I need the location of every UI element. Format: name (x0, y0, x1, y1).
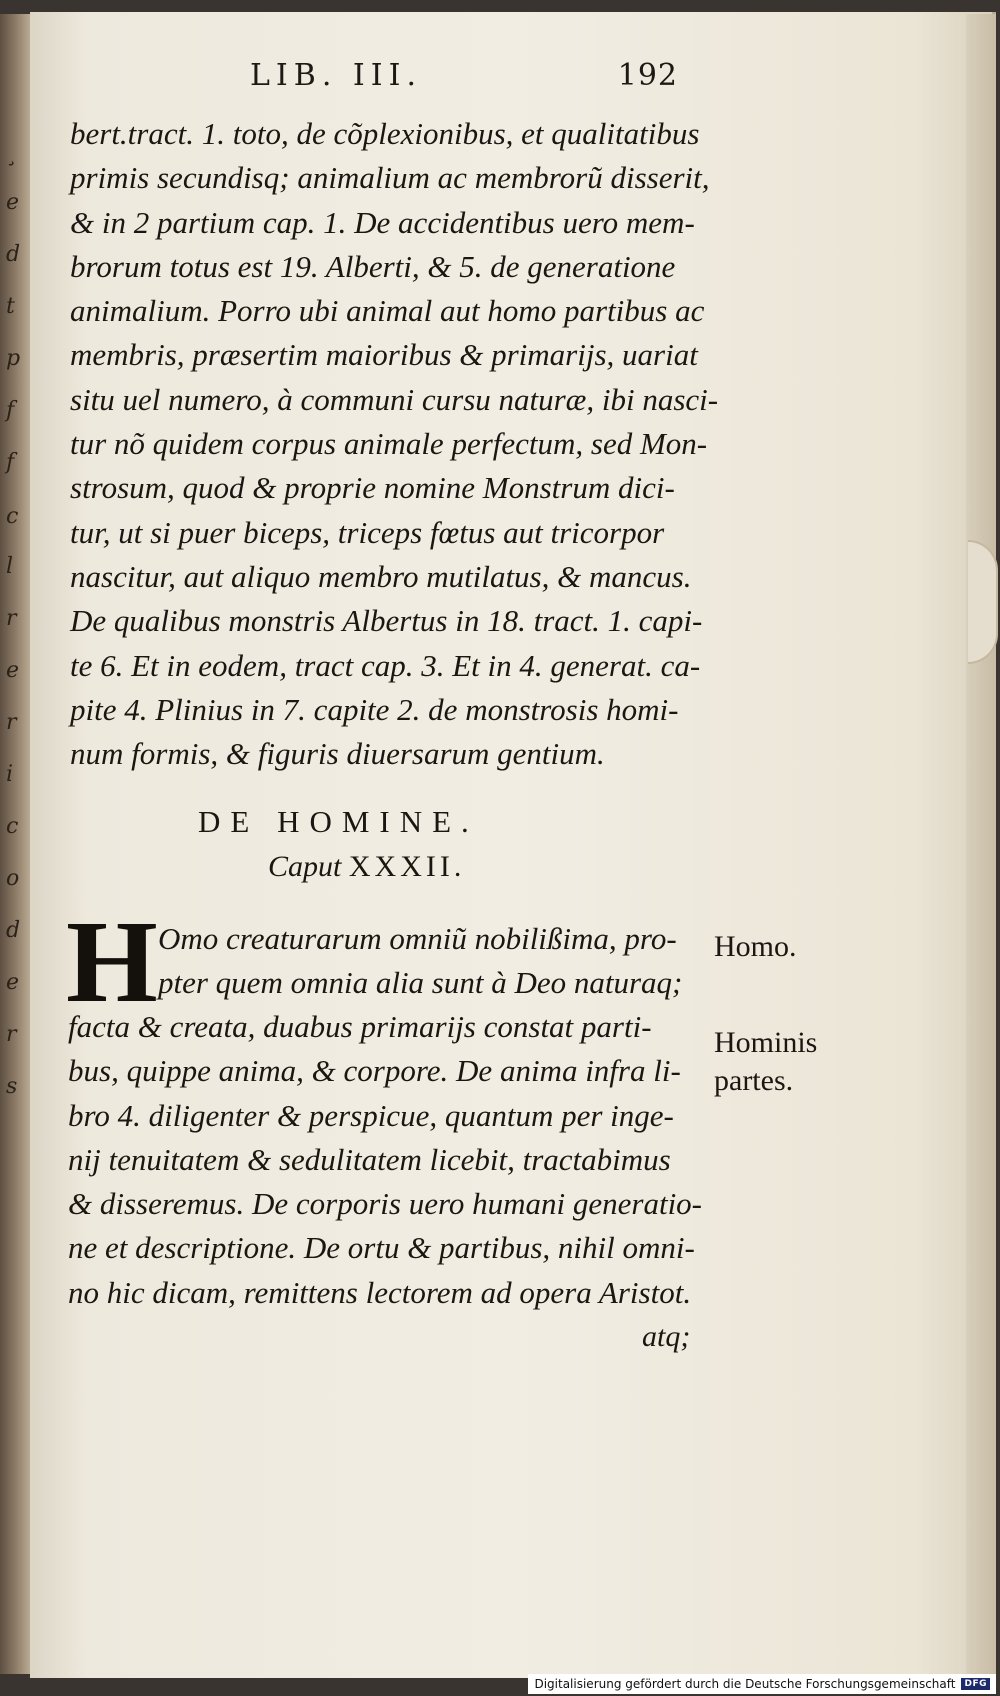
text-line: tur nõ quidem corpus animale perfectum, sed Mon- (70, 426, 708, 462)
margin-fragment: o (6, 866, 20, 891)
margin-fragment: e (6, 970, 20, 995)
text-line: brorum totus est 19. Alberti, & 5. de generatione (70, 248, 676, 284)
margin-fragment: d (6, 242, 21, 267)
digitization-footer (528, 1674, 996, 1694)
text-line: facta & creata, duabus primarijs constat parti- (68, 1009, 652, 1044)
text-line: bus, quippe anima, & corpore. De anima infra li- (68, 1053, 681, 1089)
page-tab (968, 540, 998, 664)
margin-fragment: e (6, 658, 20, 683)
dfg-logo: DFG (961, 1678, 990, 1690)
text-line: num formis, & figuris diuersarum gentium. (70, 736, 605, 772)
running-head-section: LIB. III. (250, 58, 422, 93)
text-line: & in 2 partium cap. 1. De accidentibus uero mem- (70, 204, 695, 240)
page-edge-right (966, 14, 996, 1674)
running-head (250, 58, 690, 98)
text-line: bert.tract. 1. toto, de cõplexionibus, et qualitatibus (70, 116, 700, 151)
margin-fragment: l (6, 554, 14, 579)
margin-note: Homo. (714, 930, 797, 963)
margin-fragment: s (6, 1074, 18, 1099)
text-line: tur, ut si puer biceps, triceps fœtus aut tricorpor (70, 514, 665, 550)
text-line: no hic dicam, remittens lectorem ad opera Aristot. (68, 1274, 692, 1310)
text-line: strosum, quod & proprie nomine Monstrum dici- (70, 470, 675, 506)
chapter-number: XXXII. (348, 850, 466, 883)
caput-label: Caput (268, 850, 342, 883)
text-line: & disseremus. De corporis uero humani generatio- (68, 1186, 703, 1222)
paragraph-main (70, 112, 730, 776)
text-line: situ uel numero, à communi cursu naturæ, ibi nasci- (70, 381, 719, 417)
margin-fragment: r (6, 710, 17, 735)
text-line: pite 4. Plinius in 7. capite 2. de monstrosis homi- (70, 691, 679, 727)
margin-fragment: ¸ (6, 142, 17, 167)
text-line: primis secundisq; animalium ac membrorũ disserit, (70, 160, 710, 196)
text-line: ne et descriptione. De ortu & partibus, nihil omni- (68, 1230, 695, 1266)
chapter-subheading (268, 850, 465, 884)
text-line: De qualibus monstris Albertus in 18. tract. 1. capi- (70, 603, 703, 639)
text-line: bro 4. diligenter & perspicue, quantum per inge- (68, 1097, 674, 1133)
paragraph-opening (158, 917, 718, 1006)
page-number: 192 (617, 58, 678, 93)
margin-fragment: f (6, 450, 15, 475)
drop-cap: H (66, 896, 158, 1027)
text-line: Omo creaturarum omniũ nobilißima, pro- (158, 921, 677, 956)
margin-fragment: r (6, 1022, 17, 1047)
catchword: atq; (642, 1320, 691, 1353)
text-line: nij tenuitatem & sedulitatem licebit, tractabimus (68, 1141, 671, 1177)
text-line: nascitur, aut aliquo membro mutilatus, & mancus. (70, 558, 692, 594)
paragraph-continued (68, 1005, 728, 1315)
margin-fragment: r (6, 606, 17, 631)
margin-note: partes. (714, 1064, 794, 1097)
margin-fragment: t (6, 294, 15, 319)
margin-fragment: d (6, 918, 21, 943)
margin-fragment: i (6, 762, 14, 787)
margin-fragment: c (6, 814, 19, 839)
margin-fragment: e (6, 190, 20, 215)
text-line: membris, præsertim maioribus & primarijs, uariat (70, 337, 698, 373)
footer-text: Digitalisierung gefördert durch die Deutsche Forschungsgemeinschaft (534, 1677, 956, 1691)
margin-note: Hominis (714, 1026, 818, 1059)
chapter-heading: DE HOMINE. (198, 804, 479, 839)
text-line: pter quem omnia alia sunt à Deo naturaq; (158, 965, 683, 1001)
text-line: te 6. Et in eodem, tract cap. 3. Et in 4. generat. ca- (70, 647, 701, 683)
margin-fragment: p (6, 346, 21, 371)
margin-fragment: f (6, 398, 15, 423)
text-line: animalium. Porro ubi animal aut homo partibus ac (70, 293, 705, 329)
margin-fragment: c (6, 504, 19, 529)
